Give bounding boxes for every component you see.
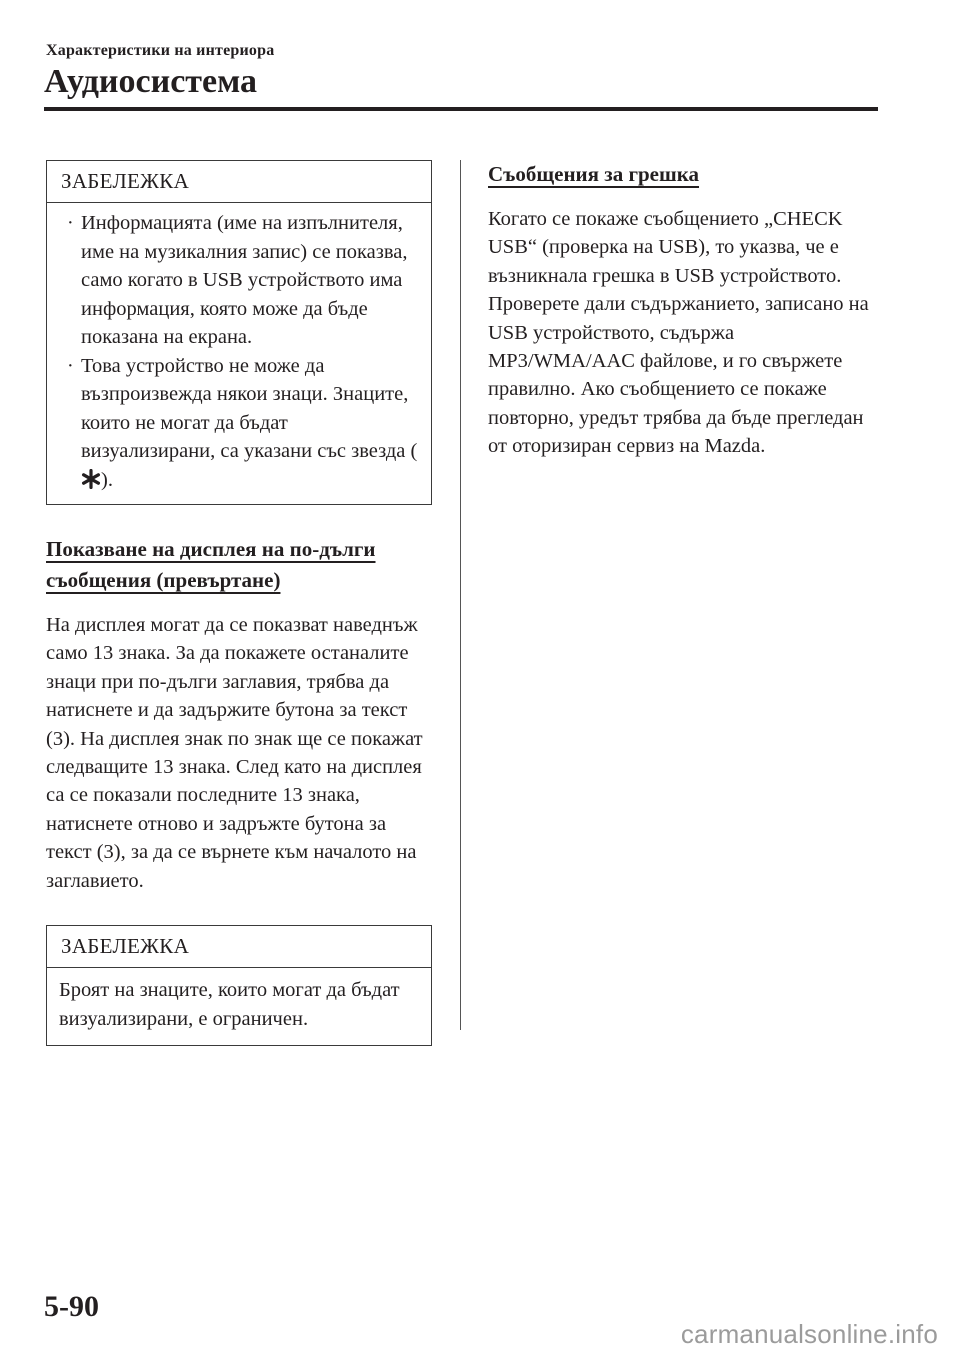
note-heading: ЗАБЕЛЕЖКА: [47, 161, 431, 203]
note-item-text: Информацията (име на изпълнителя, име на музикалния запис) се показва, само когато в USB устройството има информация, която може да бъде показана на екрана.: [81, 212, 408, 348]
note-list-item: [59, 209, 421, 352]
asterisk-star-icon: [81, 469, 101, 489]
note-body: [47, 203, 431, 504]
section-heading-scrolling: Показване на дисплея на по-дълги съобщения (превъртане): [46, 537, 376, 592]
left-column: [46, 160, 432, 1046]
watermark: carmanualsonline.info: [680, 1319, 938, 1349]
section-heading-wrap: [46, 535, 406, 597]
note-item-suffix: ).: [101, 468, 113, 491]
section-heading-errors: Съобщения за грешка: [488, 162, 700, 186]
column-divider: [460, 160, 461, 1030]
title-rule: [44, 107, 878, 111]
note-box-characters: [46, 160, 432, 505]
section-label: Характеристики на интериора: [46, 42, 275, 59]
page-title: Аудиосистема: [44, 63, 257, 100]
note-item-text: Това устройство не може да възпроизвежда някои знаци. Знаците, които не могат да бъдат визуализирани, са указани със звезда (: [81, 354, 418, 462]
note-list: [59, 209, 421, 494]
right-column: [488, 160, 880, 461]
paragraph-scrolling: На дисплея могат да се показват наведнъж само 13 знака. За да покажете останалите знаци при по-дълги заглавия, трябва да натиснете и да задържите бутона за текст (3). На дисплея знак по знак ще се покажат следващите 13 знака. След като на дисплея са се показали последните 13 знака, натиснете отново и задръжте бутона за текст (3), за да се върнете към началото на заглавието.: [46, 614, 423, 892]
note-list-item: [59, 352, 421, 495]
section-heading-wrap: [488, 160, 880, 191]
page-number: 5-90: [44, 1290, 99, 1323]
note-box-limit: [46, 925, 432, 1046]
note-heading: ЗАБЕЛЕЖКА: [47, 926, 431, 968]
paragraph-errors: Когато се покаже съобщението „CHECK USB“ (проверка на USB), то указва, че е възникнала грешка в USB устройството. Проверете дали съдържанието, записано на USB устройството, съдържа MP3/WMA/AAC файлове, и го свържете правилно. Ако съобщението се покаже повторно, уредът трябва да бъде прегледан от оторизиран сервиз на Mazda.: [488, 208, 869, 458]
note-text: Броят на знаците, които могат да бъдат визуализирани, е ограничен.: [59, 979, 400, 1030]
note-body: [47, 968, 431, 1045]
bullet: ·: [67, 354, 74, 377]
bullet: ·: [67, 212, 74, 234]
